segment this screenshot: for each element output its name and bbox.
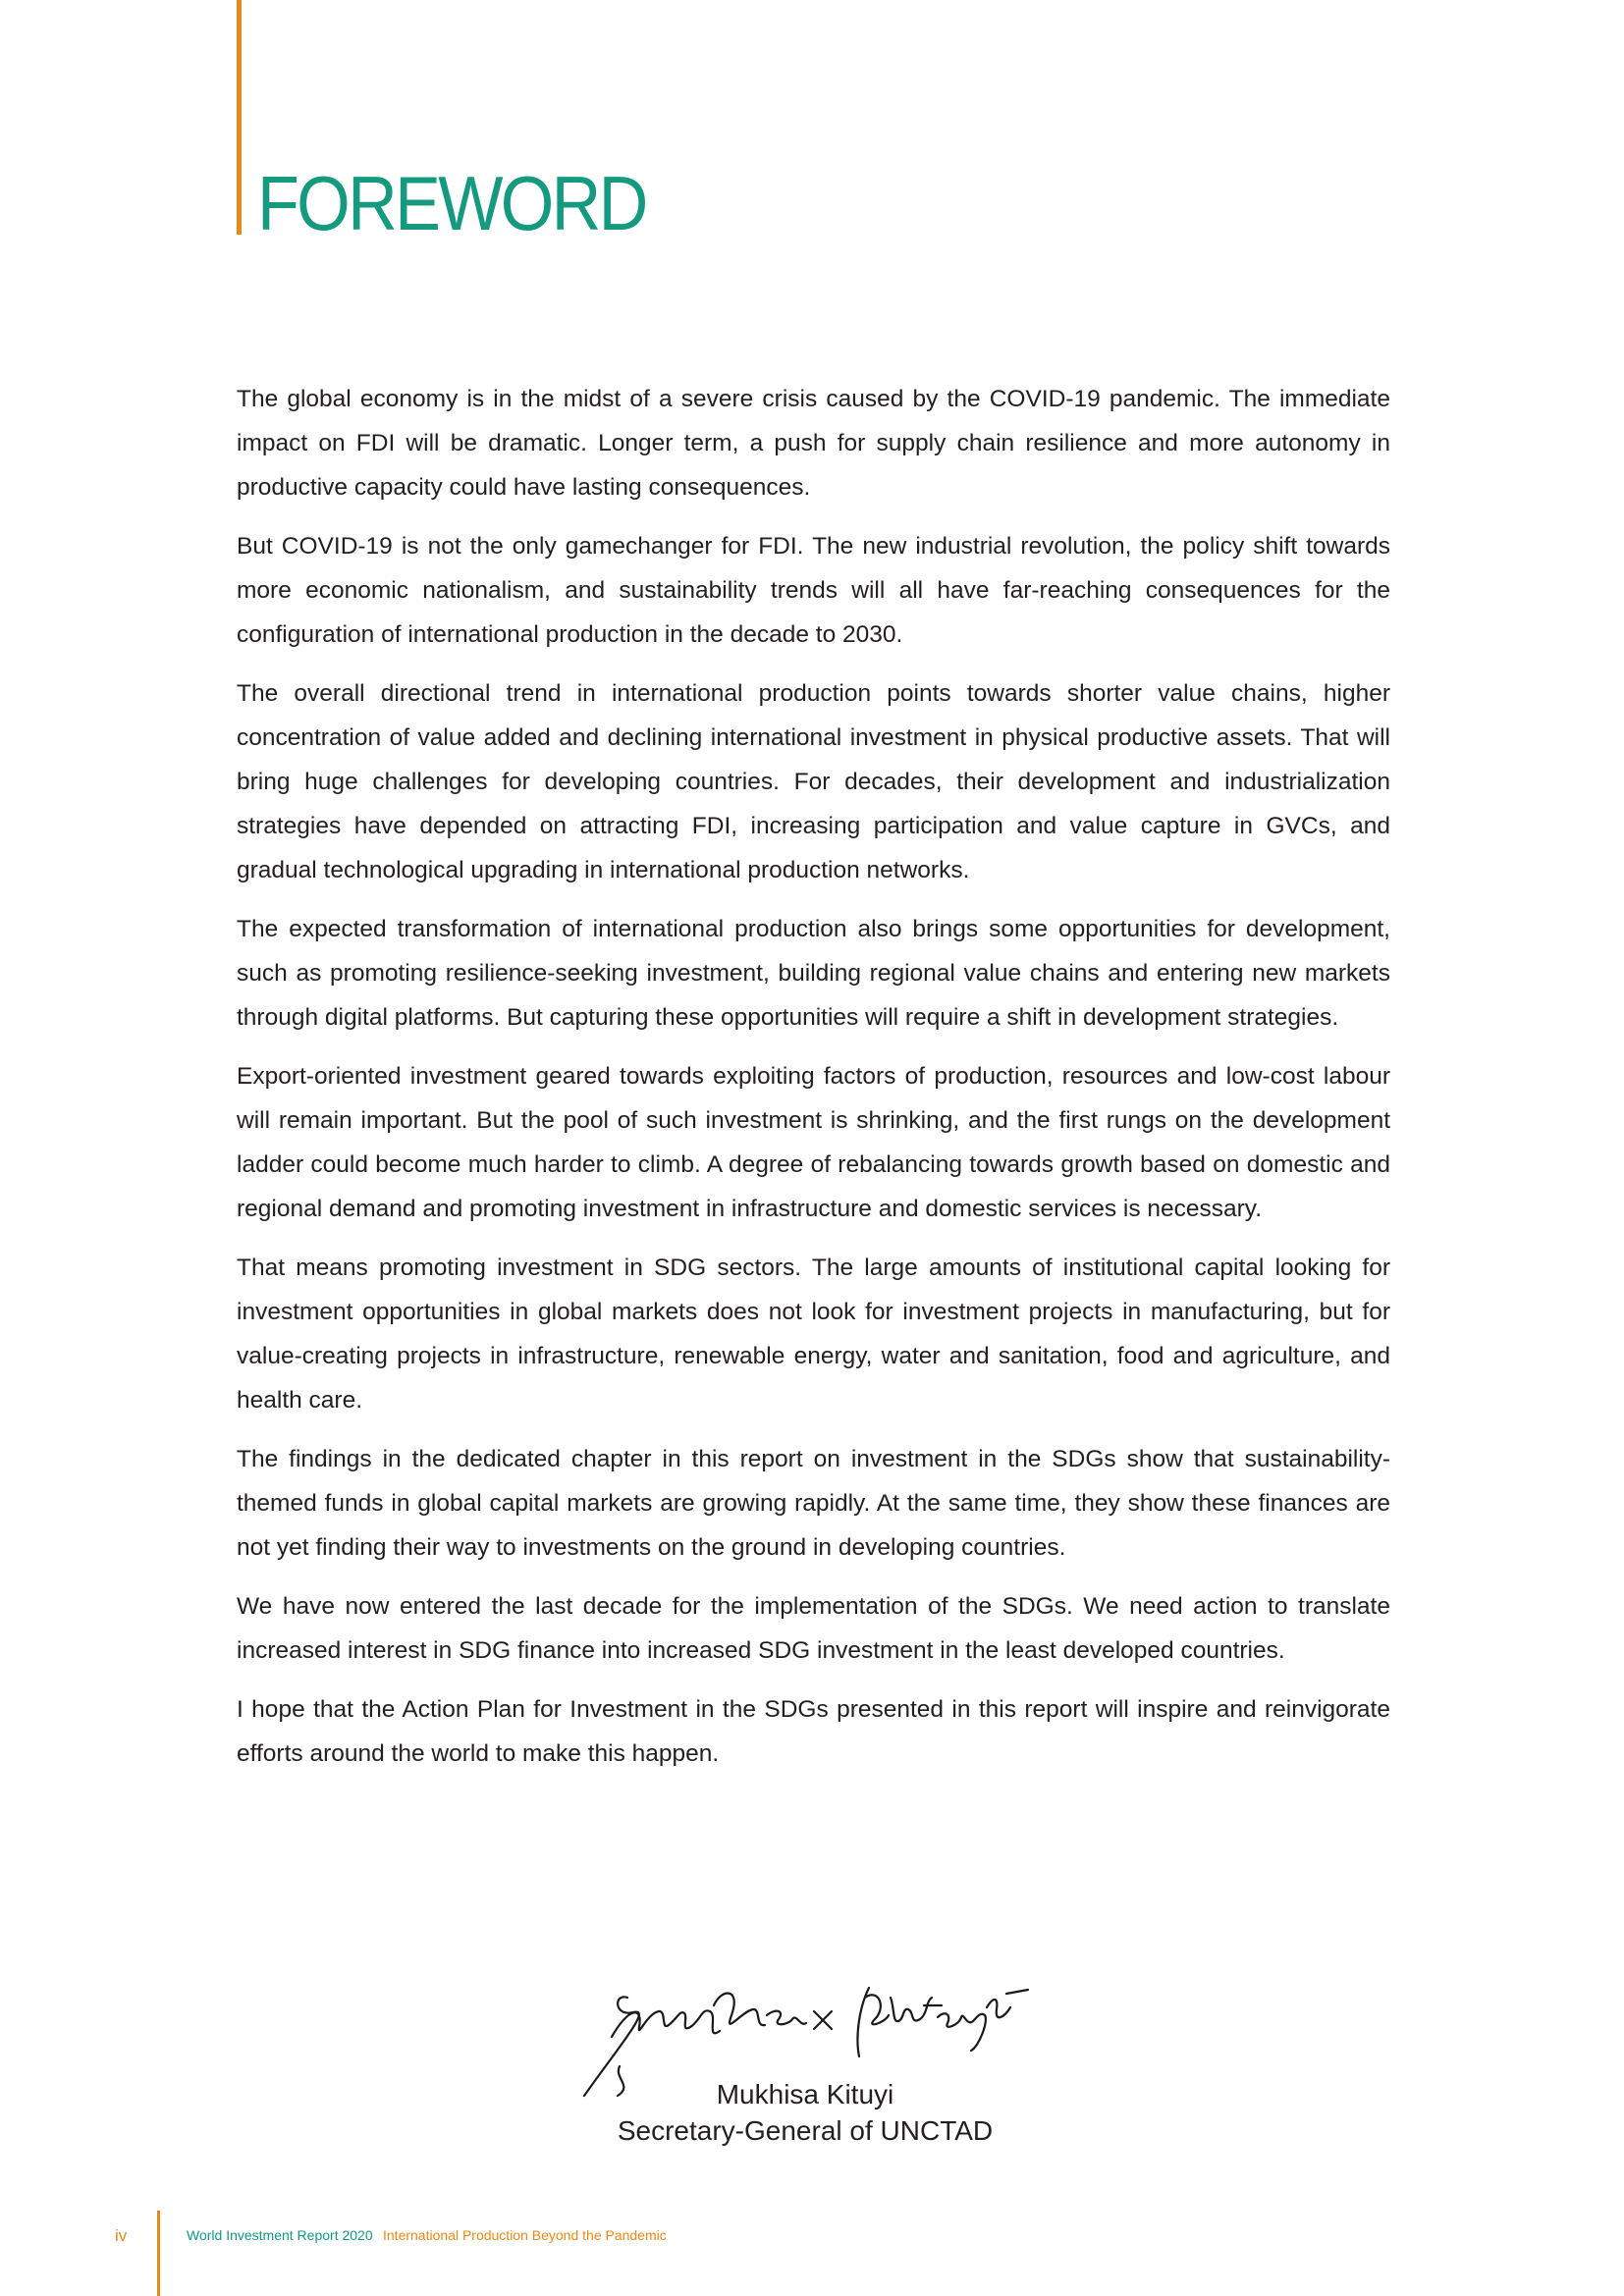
page-title: FOREWORD [257, 160, 646, 246]
foreword-body [237, 377, 1390, 1790]
paragraph-4: The expected transformation of international production also brings some opportunities for development, such as promoting resilience-seeking investment, building regional value chains and entering new markets through digital platforms. But capturing these opportunities will require a shift in development strategies. [237, 916, 1390, 1031]
footer-accent-bar [157, 2211, 160, 2296]
paragraph-6: That means promoting investment in SDG sectors. The large amounts of institutional capital looking for investment opportunities in global markets does not look for investment projects in manufacturing, but for value-creating projects in infrastructure, renewable energy, water and sanitation, food and agriculture, and health care. [237, 1255, 1390, 1414]
title-accent-bar [237, 0, 242, 235]
footer-page-number: iv [115, 2226, 128, 2245]
signer-name: Mukhisa Kituyi [716, 2079, 894, 2109]
paragraph-9: I hope that the Action Plan for Investment in the SDGs presented in this report will inspire and reinvigorate efforts around the world to make this happen. [237, 1696, 1390, 1767]
paragraph-8: We have now entered the last decade for the implementation of the SDGs. We need action to translate increased interest in SDG finance into increased SDG investment in the least developed countries. [237, 1593, 1390, 1664]
footer-report-name: World Investment Report 2020 [187, 2227, 373, 2243]
paragraph-3: The overall directional trend in international production points towards shorter value chains, higher concentration of value added and declining international investment in physical productive assets. That will bring huge challenges for developing countries. For decades, their development and industrialization strategies have depended on attracting FDI, increasing participation and value capture in GVCs, and gradual technological upgrading in international production networks. [237, 680, 1390, 883]
paragraph-7: The findings in the dedicated chapter in this report on investment in the SDGs show that sustainability-themed funds in global capital markets are growing rapidly. At the same time, they show these finances are not yet finding their way to investments on the ground in developing countries. [237, 1446, 1390, 1561]
paragraph-2: But COVID-19 is not the only gamechanger for FDI. The new industrial revolution, the policy shift towards more economic nationalism, and sustainability trends will all have far-reaching consequences for the configuration of international production in the decade to 2030. [237, 533, 1390, 648]
paragraph-1: The global economy is in the midst of a severe crisis caused by the COVID-19 pandemic. The immediate impact on FDI will be dramatic. Longer term, a push for supply chain resilience and more autonomy in productive capacity could have lasting consequences. [237, 386, 1390, 501]
signer-title: Secretary-General of UNCTAD [617, 2115, 994, 2146]
paragraph-5: Export-oriented investment geared towards exploiting factors of production, resources and low-cost labour will remain important. But the pool of such investment is shrinking, and the first rungs on the development ladder could become much harder to climb. A degree of rebalancing towards growth based on domestic and regional demand and promoting investment in infrastructure and domestic services is necessary. [237, 1063, 1390, 1222]
footer-report-subtitle: International Production Beyond the Pandemic [383, 2227, 667, 2243]
